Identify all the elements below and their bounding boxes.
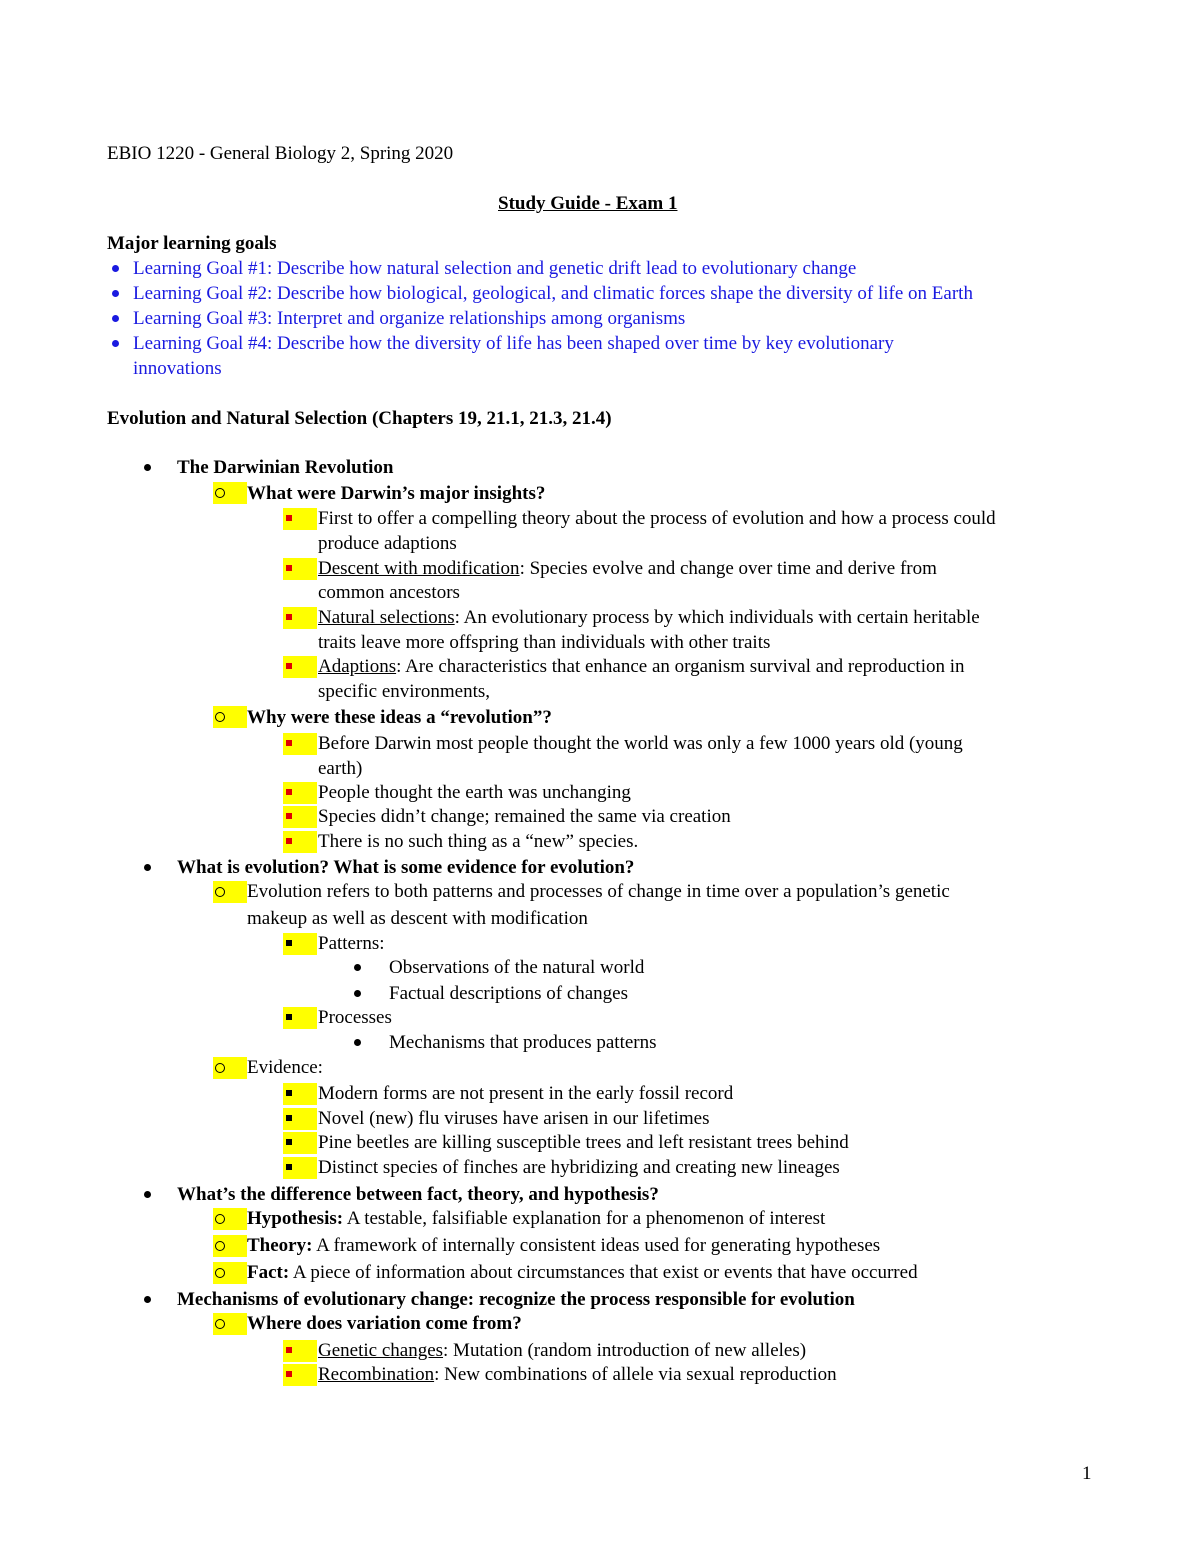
definition-hypothesis (247, 1207, 825, 1231)
evidence-item: Distinct species of finches are hybridizing and creating new lineages (318, 1157, 840, 1178)
term-recombination: Recombination (318, 1364, 435, 1385)
circle-bullet-icon (213, 1208, 247, 1230)
goal-item: Learning Goal #4: Describe how the diversity of life has been shaped over time by key evolutionary (133, 333, 894, 354)
term-descent-with-modification: Descent with modification (318, 558, 520, 579)
insight-text: : An evolutionary process by which individuals with certain heritable (454, 607, 980, 628)
process-item: Mechanisms that produces patterns (389, 1032, 657, 1053)
page-title: Study Guide - Exam 1 (498, 193, 678, 214)
revolution-item: Before Darwin most people thought the world was only a few 1000 years old (young (318, 733, 963, 754)
insight-item (318, 606, 980, 630)
evidence-item: Pine beetles are killing susceptible trees and left resistant trees behind (318, 1132, 849, 1153)
variation-text: : Mutation (random introduction of new alleles) (443, 1340, 807, 1361)
definition-text: A testable, falsifiable explanation for a phenomenon of interest (343, 1208, 826, 1229)
square-bullet-icon (283, 558, 317, 580)
question-variation: Where does variation come from? (247, 1313, 522, 1334)
square-bullet-icon (283, 782, 317, 804)
evolution-definition: Evolution refers to both patterns and processes of change in time over a population’s genetic (247, 881, 950, 902)
processes-label: Processes (318, 1007, 392, 1028)
evidence-item: Novel (new) flu viruses have arisen in our lifetimes (318, 1108, 710, 1129)
pattern-item: Factual descriptions of changes (389, 983, 629, 1004)
square-bullet-icon (283, 656, 317, 678)
bullet-icon (112, 265, 119, 272)
bullet-icon (144, 1191, 151, 1198)
insight-item-continuation: specific environments, (318, 681, 491, 702)
evidence-label: Evidence: (247, 1057, 323, 1078)
square-bullet-icon (283, 1132, 317, 1154)
goal-item: Learning Goal #2: Describe how biological, geological, and climatic forces shape the diversity of life on Earth (133, 283, 973, 304)
pattern-item: Observations of the natural world (389, 957, 645, 978)
square-bullet-icon (283, 1364, 317, 1386)
goals-heading: Major learning goals (107, 233, 277, 254)
definition-theory (247, 1234, 880, 1258)
topic-mechanisms: Mechanisms of evolutionary change: recognize the process responsible for evolution (177, 1289, 855, 1310)
square-bullet-icon (283, 1340, 317, 1362)
variation-item (318, 1339, 806, 1363)
insight-item (318, 655, 965, 679)
revolution-item: People thought the earth was unchanging (318, 782, 631, 803)
topic-what-is-evolution: What is evolution? What is some evidence for evolution? (177, 857, 635, 878)
term-hypothesis: Hypothesis: (247, 1208, 344, 1229)
square-bullet-icon (283, 508, 317, 530)
patterns-label: Patterns: (318, 933, 385, 954)
insight-item-continuation: traits leave more offspring than individuals with other traits (318, 632, 771, 653)
evolution-definition-continuation: makeup as well as descent with modification (247, 908, 588, 929)
circle-bullet-icon (213, 1235, 247, 1257)
revolution-item-continuation: earth) (318, 758, 363, 779)
insight-text: : Are characteristics that enhance an organism survival and reproduction in (396, 656, 965, 677)
square-bullet-icon (283, 1083, 317, 1105)
evidence-item: Modern forms are not present in the early fossil record (318, 1083, 734, 1104)
term-natural-selections: Natural selections (318, 607, 455, 628)
circle-bullet-icon (213, 1057, 247, 1079)
course-header: EBIO 1220 - General Biology 2, Spring 2020 (107, 143, 454, 164)
insight-item: First to offer a compelling theory about the process of evolution and how a process could (318, 508, 996, 529)
circle-bullet-icon (213, 1313, 247, 1335)
square-bullet-icon (283, 733, 317, 755)
bullet-icon (112, 290, 119, 297)
term-fact: Fact: (247, 1262, 290, 1283)
square-bullet-icon (283, 607, 317, 629)
bullet-icon (144, 464, 151, 471)
bullet-icon (354, 990, 361, 997)
page-number: 1 (1082, 1463, 1092, 1484)
goal-item-continuation: innovations (133, 358, 222, 379)
bullet-icon (112, 315, 119, 322)
goal-item: Learning Goal #1: Describe how natural selection and genetic drift lead to evolutionary change (133, 258, 857, 279)
circle-bullet-icon (213, 1262, 247, 1284)
question-darwin-insights: What were Darwin’s major insights? (247, 483, 546, 504)
bullet-icon (354, 1039, 361, 1046)
square-bullet-icon (283, 1108, 317, 1130)
bullet-icon (144, 864, 151, 871)
circle-bullet-icon (213, 482, 247, 504)
bullet-icon (112, 340, 119, 347)
circle-bullet-icon (213, 881, 247, 903)
topic-darwinian-revolution: The Darwinian Revolution (177, 457, 394, 478)
goal-item: Learning Goal #3: Interpret and organize relationships among organisms (133, 308, 686, 329)
bullet-icon (354, 964, 361, 971)
insight-text: : Species evolve and change over time and derive from (519, 558, 937, 579)
square-bullet-icon (283, 1007, 317, 1029)
square-bullet-icon (283, 1157, 317, 1179)
insight-item-continuation: produce adaptions (318, 533, 457, 554)
insight-item-continuation: common ancestors (318, 582, 460, 603)
term-theory: Theory: (247, 1235, 313, 1256)
definition-fact (247, 1261, 918, 1285)
definition-text: A framework of internally consistent ideas used for generating hypotheses (312, 1235, 881, 1256)
square-bullet-icon (283, 831, 317, 853)
question-revolution: Why were these ideas a “revolution”? (247, 707, 552, 728)
square-bullet-icon (283, 933, 317, 955)
term-genetic-changes: Genetic changes (318, 1340, 444, 1361)
circle-bullet-icon (213, 706, 247, 728)
insight-item (318, 557, 937, 581)
term-adaptions: Adaptions (318, 656, 397, 677)
topic-fact-theory-hypothesis: What’s the difference between fact, theory, and hypothesis? (177, 1184, 659, 1205)
square-bullet-icon (283, 806, 317, 828)
revolution-item: There is no such thing as a “new” species. (318, 831, 639, 852)
definition-text: A piece of information about circumstances that exist or events that have occurred (289, 1262, 918, 1283)
variation-text: : New combinations of allele via sexual reproduction (434, 1364, 837, 1385)
revolution-item: Species didn’t change; remained the same via creation (318, 806, 731, 827)
section-heading: Evolution and Natural Selection (Chapters 19, 21.1, 21.3, 21.4) (107, 408, 612, 429)
variation-item (318, 1363, 837, 1387)
bullet-icon (144, 1296, 151, 1303)
